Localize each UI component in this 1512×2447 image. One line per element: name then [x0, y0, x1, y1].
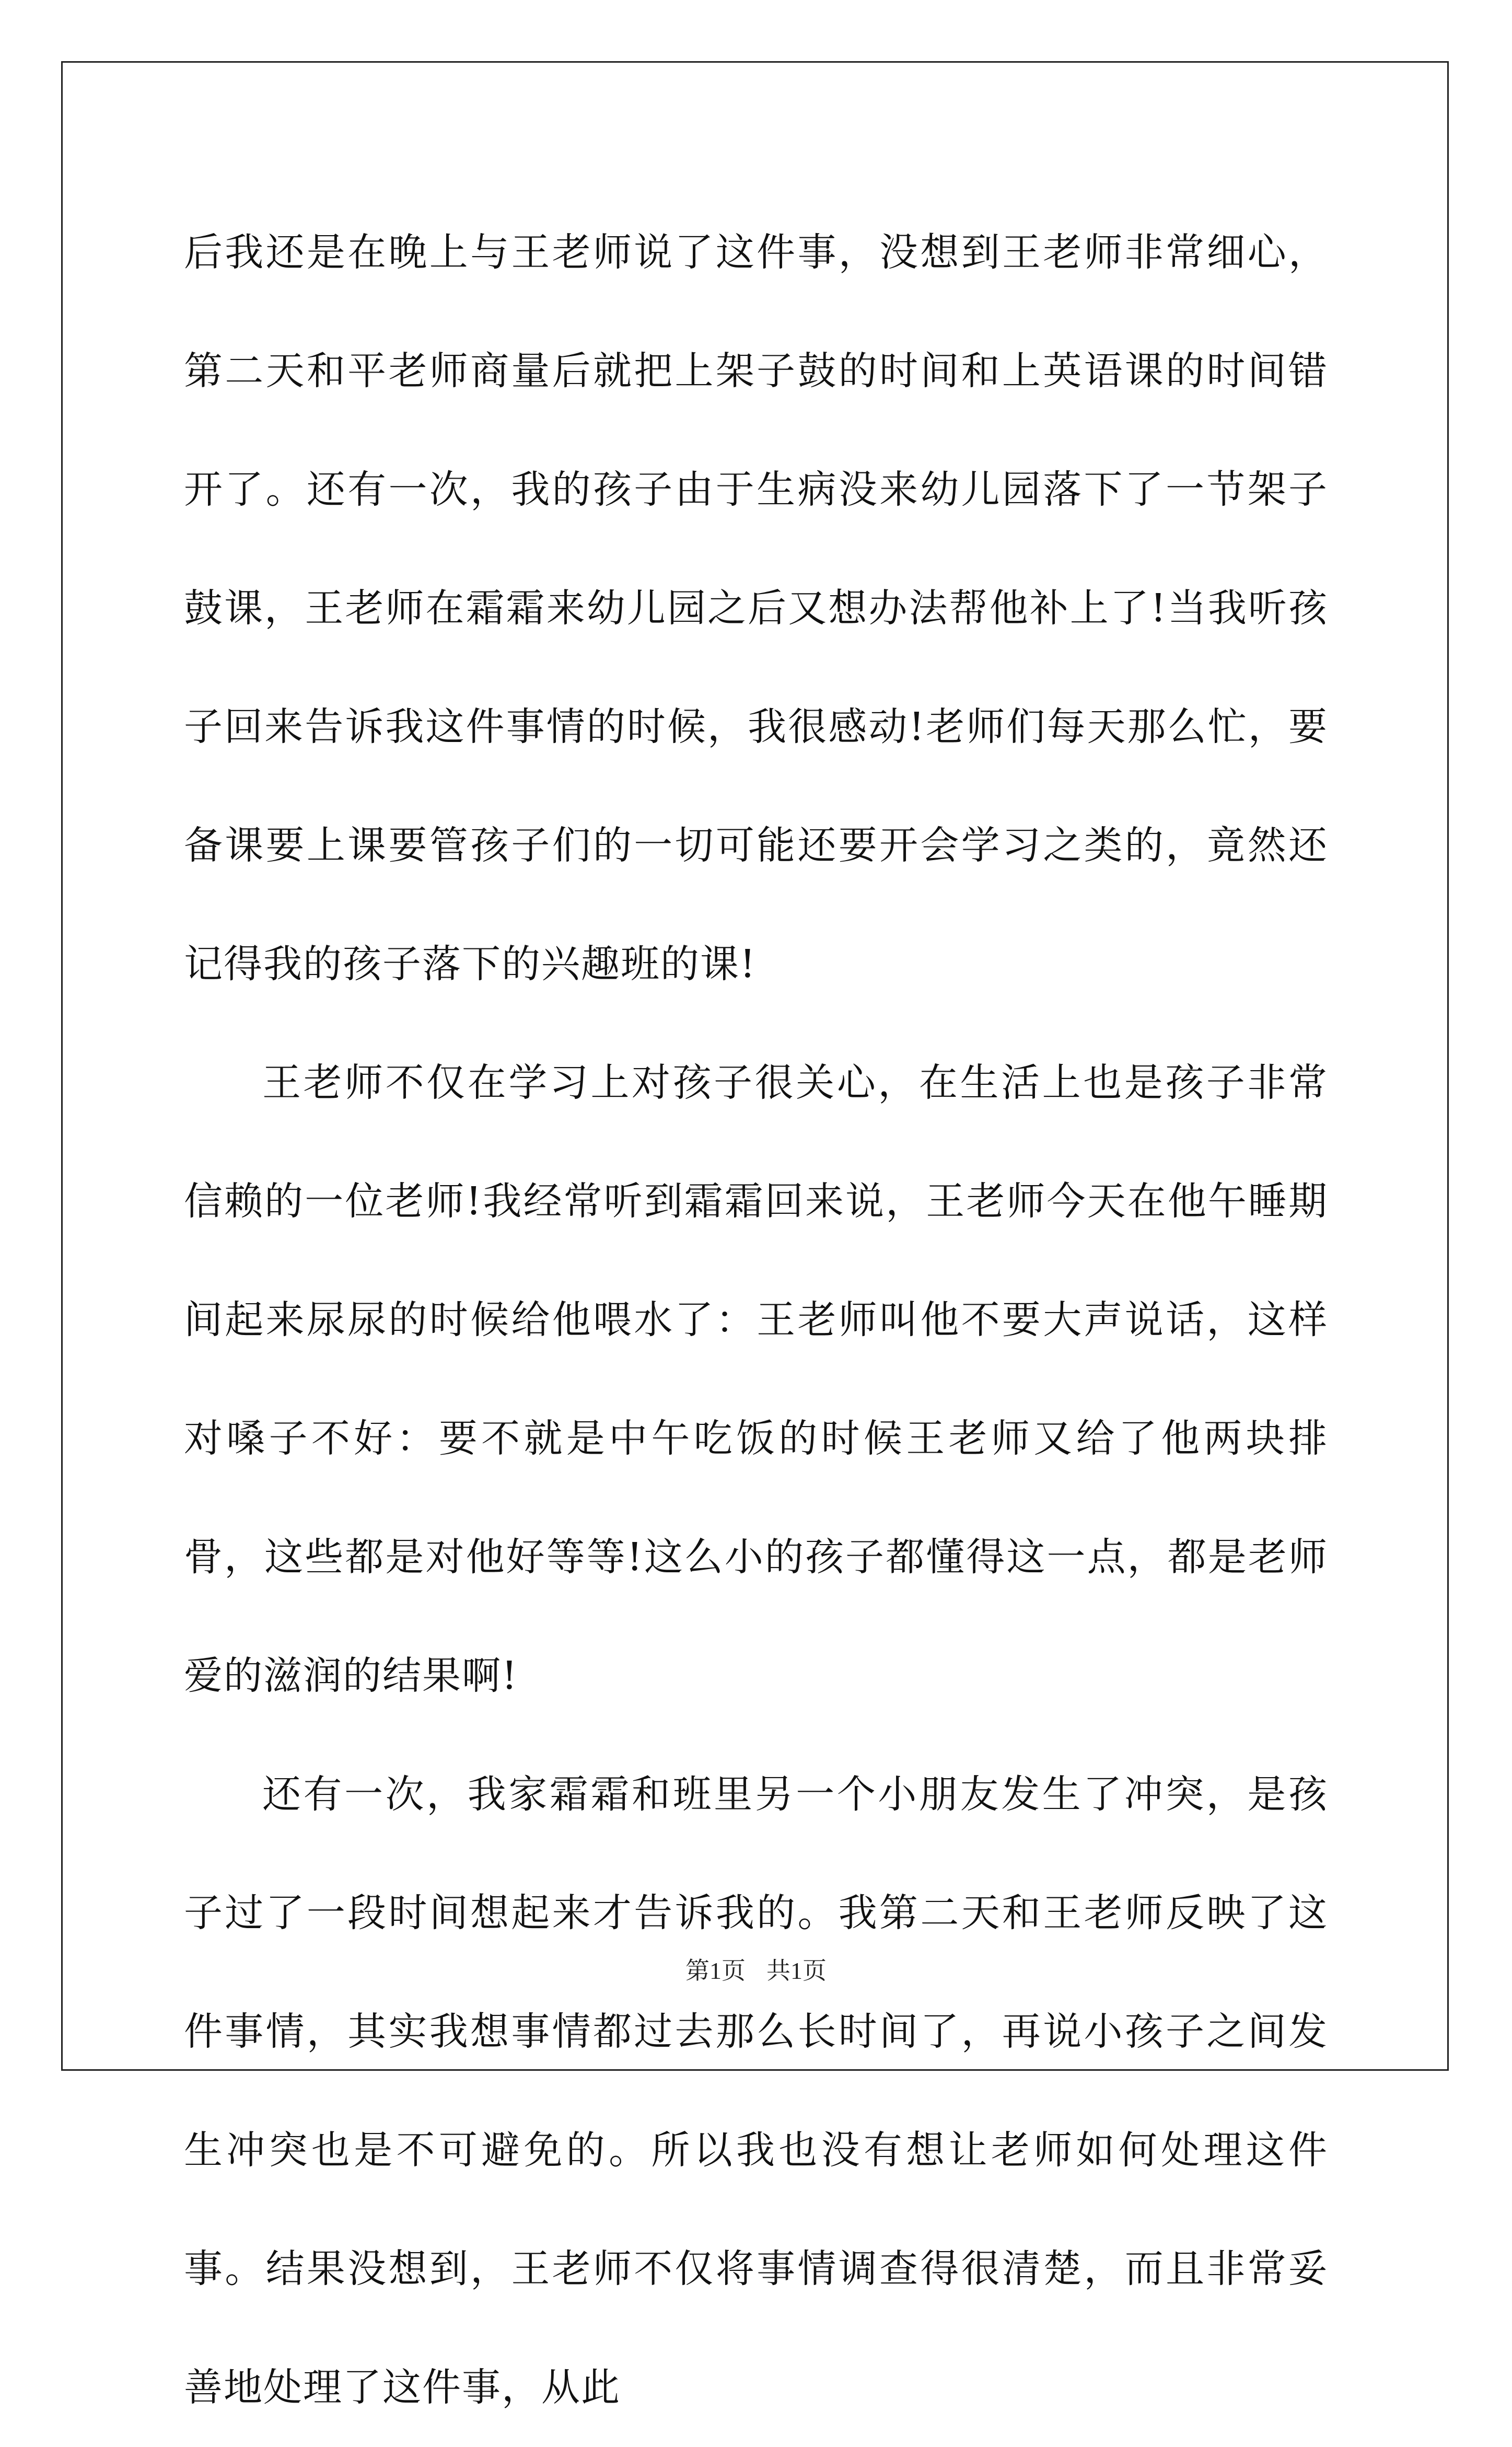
page-number: 第1页 — [685, 1957, 746, 1984]
page-footer — [0, 1952, 1512, 1986]
page-total: 共1页 — [766, 1957, 827, 1984]
paragraph-3: 还有一次，我家霜霜和班里另一个小朋友发生了冲突，是孩子过了一段时间想起来才告诉我的。我第二天和王老师反映了这件事情，其实我想事情都过去那么长时间了，再说小孩子之间发生冲突也是不可避免的。所以我也没有想让老师如何处理这件事。结果没想到，王老师不仅将事情调查得很清楚，而且非常妥善地处理了这件事，从此 — [184, 1772, 1328, 2410]
paragraph-2: 王老师不仅在学习上对孩子很关心，在生活上也是孩子非常信赖的一位老师!我经常听到霜霜回来说，王老师今天在他午睡期间起来尿尿的时候给他喂水了：王老师叫他不要大声说话，这样对嗓子不好：要不就是中午吃饭的时候王老师又给了他两块排骨，这些都是对他好等等!这么小的孩子都懂得这一点，都是老师爱的滋润的结果啊! — [184, 1060, 1328, 1698]
document-body — [184, 193, 1328, 2447]
paragraph-1: 后我还是在晚上与王老师说了这件事，没想到王老师非常细心，第二天和平老师商量后就把上架子鼓的时间和上英语课的时间错开了。还有一次，我的孩子由于生病没来幼儿园落下了一节架子鼓课，王老师在霜霜来幼儿园之后又想办法帮他补上了!当我听孩子回来告诉我这件事情的时候，我很感动!老师们每天那么忙，要备课要上课要管孩子们的一切可能还要开会学习之类的，竟然还记得我的孩子落下的兴趣班的课! — [184, 230, 1328, 987]
